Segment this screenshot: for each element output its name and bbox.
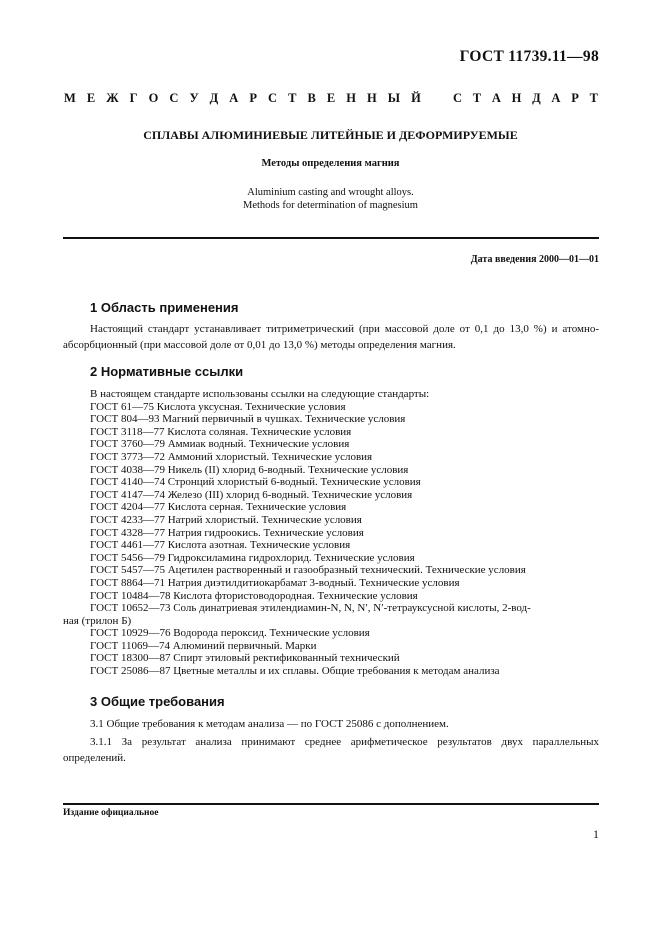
document-subtitle: Методы определения магния: [261, 158, 400, 169]
banner-word-interstate: М Е Ж Г О С У Д А Р С Т В Е Н Н Ы Й: [64, 90, 421, 105]
requirement-3-1: [63, 716, 599, 732]
title-divider: [63, 237, 599, 239]
official-edition-label: Издание официальное: [63, 808, 159, 818]
reference-item: ГОСТ 8864—71 Натрия диэтилдитиокарбамат 3-водный. Технические условия: [90, 576, 460, 589]
section-heading-general-requirements: 3 Общие требования: [90, 694, 225, 709]
reference-item: ГОСТ 11069—74 Алюминий первичный. Марки: [90, 639, 317, 652]
introduction-date: Дата введения 2000—01—01: [470, 254, 599, 265]
references-group-b: [63, 627, 599, 677]
reference-item: ГОСТ 3118—77 Кислота соляная. Технические условия: [90, 425, 352, 438]
scope-text: Настоящий стандарт устанавливает титриметрический (при массовой доле от 0,1 до 13,0 %) и атомно-абсорбционный (при массовой доле от 0,01 до 13,0 %) методы определения магния.: [63, 323, 599, 351]
section-heading-references: 2 Нормативные ссылки: [90, 364, 244, 379]
reference-item: ГОСТ 4233—77 Натрий хлористый. Технические условия: [90, 513, 362, 526]
reference-item: ГОСТ 5457—75 Ацетилен растворенный и газообразный технический. Технические условия: [90, 564, 526, 577]
reference-item: ГОСТ 10484—78 Кислота фтористоводородная. Технические условия: [90, 589, 418, 602]
requirement-3-1-text: 3.1 Общие требования к методам анализа — по ГОСТ 25086 с дополнением.: [90, 718, 449, 730]
references-group-a: [63, 401, 599, 603]
reference-item: ГОСТ 25086—87 Цветные металлы и их сплавы. Общие требования к методам анализа: [90, 665, 500, 678]
requirement-3-1-1: [63, 734, 599, 766]
english-title-line-2: Methods for determination of magnesium: [243, 200, 418, 211]
requirement-3-1-1-text: 3.1.1 За результат анализа принимают среднее арифметическое результатов двух параллельных определений.: [63, 736, 599, 764]
page-number: 1: [593, 827, 599, 841]
reference-item: ГОСТ 4328—77 Натрия гидроокись. Технические условия: [90, 526, 364, 539]
reference-item: ГОСТ 4461—77 Кислота азотная. Технические условия: [90, 539, 351, 552]
footer-divider: [63, 803, 599, 805]
english-title-line-1: Aluminium casting and wrought alloys.: [247, 187, 414, 198]
reference-item: ГОСТ 61—75 Кислота уксусная. Технические условия: [90, 400, 346, 413]
reference-item: ГОСТ 3773—72 Аммоний хлористый. Технические условия: [90, 450, 373, 463]
reference-item: ГОСТ 4038—79 Никель (II) хлорид 6-водный. Технические условия: [90, 463, 409, 476]
reference-item: ГОСТ 4147—74 Железо (III) хлорид 6-водный. Технические условия: [90, 488, 413, 501]
section-heading-scope: 1 Область применения: [90, 300, 239, 315]
reference-item: ГОСТ 10929—76 Водорода пероксид. Технические условия: [90, 627, 370, 640]
reference-item: ГОСТ 4204—77 Кислота серная. Технические условия: [90, 501, 347, 514]
reference-item: ГОСТ 4140—74 Стронций хлористый 6-водный. Технические условия: [90, 476, 421, 489]
reference-item: ГОСТ 10652—73 Соль динатриевая этилендиамин-N, N, N′, N′-тетрауксусной кислоты, 2-вод-: [90, 602, 531, 615]
reference-item: ГОСТ 5456—79 Гидроксиламина гидрохлорид. Технические условия: [90, 551, 415, 564]
references-intro: В настоящем стандарте использованы ссылки на следующие стандарты:: [90, 388, 430, 400]
reference-item: ГОСТ 804—93 Магний первичный в чушках. Технические условия: [90, 413, 406, 426]
reference-item: ГОСТ 3760—79 Аммиак водный. Технические условия: [90, 438, 350, 451]
reference-item: ГОСТ 18300—87 Спирт этиловый ректификованный технический: [90, 652, 400, 665]
document-title: СПЛАВЫ АЛЮМИНИЕВЫЕ ЛИТЕЙНЫЕ И ДЕФОРМИРУЕМЫЕ: [143, 128, 518, 142]
interstate-standard-banner: [64, 90, 598, 106]
references-list: [63, 388, 599, 678]
english-title: [0, 186, 661, 212]
banner-word-standard: С Т А Н Д А Р Т: [453, 90, 598, 105]
reference-item-continuation: ная (трилон Б): [63, 614, 132, 627]
scope-paragraph: [63, 321, 599, 353]
document-code: ГОСТ 11739.11—98: [459, 48, 599, 65]
